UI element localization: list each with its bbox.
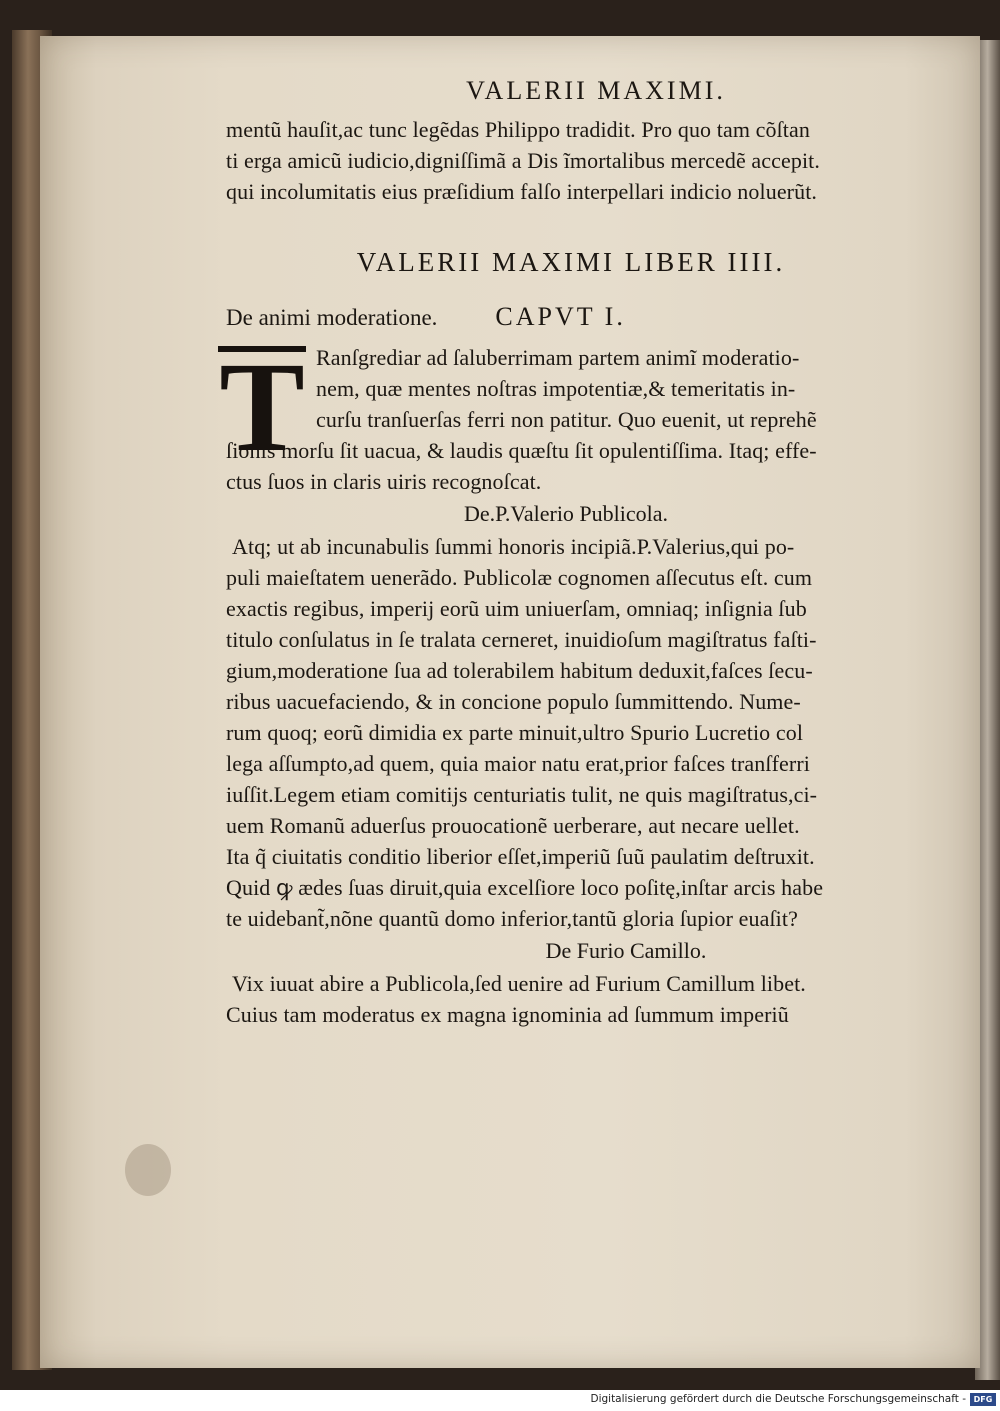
chapter-label: CAPVT I. (495, 302, 626, 331)
funding-credit: Digitalisierung gefördert durch die Deutsche Forschungsgemeinschaft - (590, 1393, 966, 1405)
text-line: Quid ꝙ ædes ſuas diruit,quia excelſiore loco poſitę,inſtar arcis habe (226, 875, 824, 900)
page-stain (125, 1144, 171, 1196)
text-line: qui incolumitatis eius præſidium falſo interpellari indicio noluerũt. (226, 179, 818, 204)
text-line: ribus uacuefaciendo, & in concione populo ſummittendo. Nume- (226, 689, 801, 714)
section-heading-camillus: De Furio Camillo. (545, 938, 707, 963)
text-line: ti erga amicũ iudicio,digniſſimã a Dis ĩmortalibus mercedẽ accepit. (226, 148, 820, 173)
text-line: iuſſit.Legem etiam comitijs centuriatis tulit, ne quis magiſtratus,ci- (226, 782, 818, 807)
section-heading-publicola: De.P.Valerio Publicola. (463, 501, 669, 526)
text-line: lega aſſumpto,ad quem, quia maior natu erat,prior faſces tranſferri (226, 751, 810, 776)
text-line: Cuius tam moderatus ex magna ignominia ad ſummum imperiũ (226, 1002, 789, 1027)
drop-cap-initial: T (219, 336, 305, 478)
text-line: titulo conſulatus in ſe tralata cerneret, inuidioſum magiſtratus faſti- (226, 627, 817, 652)
camillus-paragraph (226, 968, 946, 1030)
text-line: Ranſgrediar ad ſaluberrimam partem animĩ moderatio- (316, 345, 800, 370)
chapter-heading (226, 302, 946, 332)
book-title: VALERII MAXIMI LIBER IIII. (356, 247, 786, 277)
page-text (219, 76, 946, 1030)
text-line: Ita q̃ ciuitatis conditio liberior eſſet,imperiũ ſuũ paulatim deſtruxit. (226, 844, 815, 869)
text-line: uem Romanũ aduerſus prouocationẽ uerberare, aut necare uellet. (226, 813, 800, 838)
opening-lines (226, 114, 946, 207)
chapter-subject: De animi moderatione. (226, 305, 438, 330)
text-line: puli maieſtatem uenerãdo. Publicolæ cognomen aſſecutus eſt. cum (226, 565, 813, 590)
text-line: ctus ſuos in claris uiris recognoſcat. (226, 469, 542, 494)
first-paragraph (219, 336, 946, 497)
text-line: gium,moderatione ſua ad tolerabilem habitum deduxit,faſces ſecu- (226, 658, 813, 683)
text-line: rum quoq; eorũ dimidia ex parte minuit,ultro Spurio Lucretio col (226, 720, 804, 745)
text-line: Vix iuuat abire a Publicola,ſed uenire ad Furium Camillum libet. (232, 971, 806, 996)
running-head: VALERII MAXIMI. (466, 76, 726, 105)
text-line: ſionis morſu ſit uacua, & laudis quæſtu ſit opulentiſſima. Itaq; effe- (226, 438, 817, 463)
text-line: te uidebant̃,nõne quantũ domo inferior,tantũ gloria ſupior euaſit? (226, 906, 798, 931)
text-line: nem, quæ mentes noſtras impotentiæ,& temeritatis in- (316, 376, 796, 401)
publicola-paragraph (226, 531, 946, 934)
text-line: curſu tranſuerſas ferri non patitur. Quo euenit, ut reprehẽ (316, 407, 817, 432)
dfg-logo: DFG (970, 1393, 996, 1406)
text-line: exactis regibus, imperij eorũ uim uniuerſam, omniaq; inſignia ſub (226, 596, 807, 621)
footer-bar (0, 1390, 1000, 1411)
text-line: Atq; ut ab incunabulis ſummi honoris incipiã.P.Valerius,qui po- (232, 534, 795, 559)
text-line: mentũ hauſit,ac tunc legẽdas Philippo tradidit. Pro quo tam cõſtan (226, 117, 810, 142)
